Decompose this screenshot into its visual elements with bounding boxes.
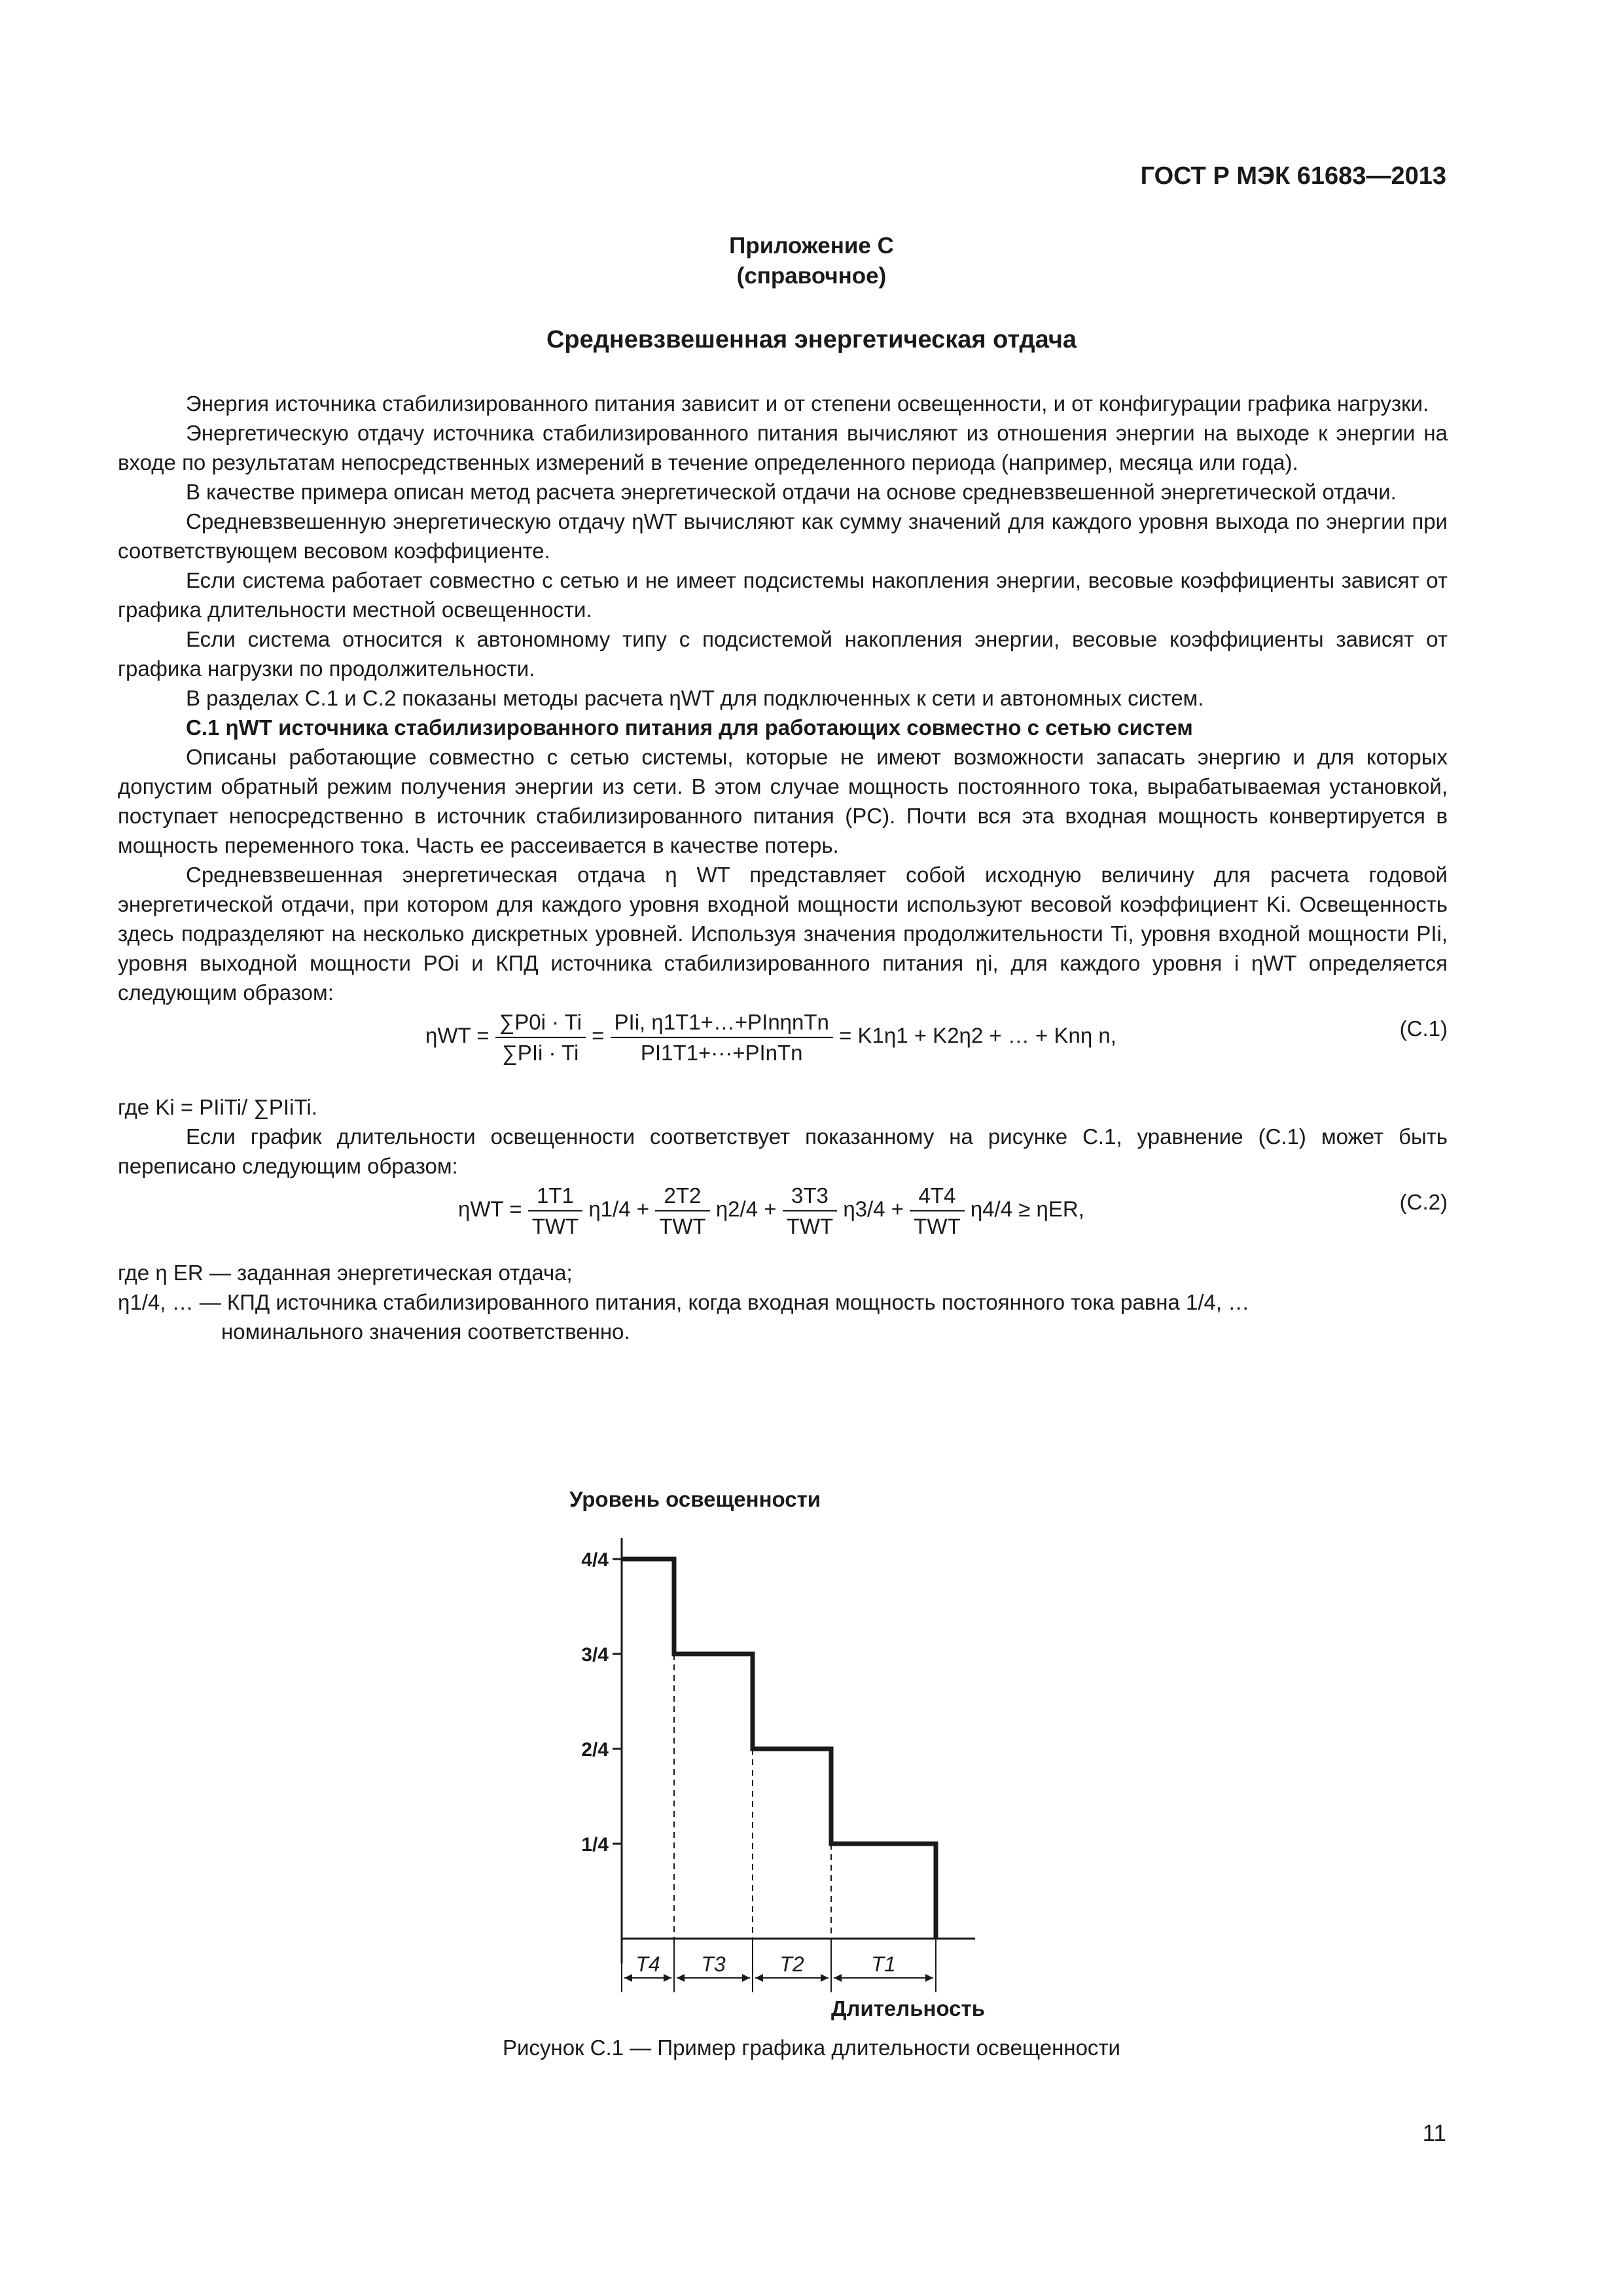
y-tick-label: 3/4	[581, 1644, 609, 1666]
fraction: $\frac{1T1}{\text{TWT}}$	[528, 1181, 582, 1241]
y-axis-label: Уровень освещенности	[569, 1487, 821, 1511]
segment-label: T4	[635, 1952, 660, 1976]
paragraph: Средневзвешенная энергетическая отдача η WT представляет собой исходную величину для расчета годовой энергетической отдачи, при котором для каждого уровня входной мощности используют весовой коэффициент Ki. Освещенность здесь подразделяют на несколько дискретных уровней. Используя значения продолжительности Ti, уровня входной мощности PIi, уровня выходной мощности POi и КПД источника стабилизированного питания ηi, для каждого уровня i ηWT определяется следующим образом:	[118, 863, 1448, 1005]
legend-item-continuation: номинального значения соответственно.	[221, 1319, 630, 1344]
legend-item: где η ER — заданная энергетическая отдача;	[118, 1261, 573, 1285]
segment-label: T2	[779, 1952, 804, 1976]
equation-number: (С.2)	[1399, 1190, 1448, 1214]
paragraph: Энергетическую отдачу источника стабилизированного питания вычисляют из отношения энергии на выходе к энергии на входе по результатам непосредственных измерений в течение определенного периода (например, месяца или года).	[118, 421, 1448, 475]
y-tick-label: 4/4	[581, 1549, 609, 1571]
paragraph: Если система работает совместно с сетью и не имеет подсистемы накопления энергии, весовые коэффициенты зависят от графика длительности местной освещенности.	[118, 568, 1448, 622]
equation-number: (С.1)	[1399, 1016, 1448, 1041]
step-series	[622, 1559, 936, 1939]
arrow-head	[925, 1974, 933, 1982]
arrow-head	[742, 1974, 750, 1982]
paragraph: Энергия источника стабилизированного питания зависит и от степени освещенности, и от конфигурации графика нагрузки.	[186, 391, 1429, 416]
arrow-head	[677, 1974, 685, 1982]
equation-rhs: = K1η1 + K2η2 + … + Knη n,	[839, 1023, 1116, 1048]
equation-lhs: ηWT =	[425, 1023, 490, 1048]
arrow-head	[755, 1974, 763, 1982]
y-ticks	[581, 1549, 622, 1856]
fraction: $\frac{\text{PIi, η1T1+…+PInηnTn}}{\text{PI1T1+···+PInTn}}$	[611, 1007, 833, 1067]
paragraph: В разделах С.1 и С.2 показаны методы расчета ηWT для подключенных к сети и автономных систем.	[186, 686, 1204, 710]
paragraph: Описаны работающие совместно с сетью системы, которые не имеют возможности запасать энергию и для которых допустим обратный режим получения энергии из сети. В этом случае мощность постоянного тока, вырабатываемая установкой, поступает непосредственно в источник стабилизированного питания (PC). Почти вся эта входная мощность конвертируется в мощность переменного тока. Часть ее рассеивается в качестве потерь.	[118, 745, 1448, 857]
y-tick-label: 1/4	[581, 1834, 609, 1856]
paragraph: Если система относится к автономному типу с подсистемой накопления энергии, весовые коэффициенты зависят от графика нагрузки по продолжительности.	[118, 627, 1448, 681]
where-clause: где Ki = PIiTi/ ∑PIiTi.	[118, 1095, 317, 1119]
legend-block	[118, 1258, 1448, 1346]
segment-label: T1	[871, 1952, 896, 1976]
appendix-label: Приложение С	[729, 233, 894, 259]
paragraph: В качестве примера описан метод расчета энергетической отдачи на основе средневзвешенной энергетической отдачи.	[186, 480, 1397, 504]
page-number: 11	[1422, 2121, 1446, 2146]
equation-c1: ηWT = $\frac{\sum P0i \cdot Ti}{\text{∑PIi · Ti}}$ = $\frac{\text{PIi, η1T1+…+PInηnTn}}{\text{PI1T1+···+PInTn}}$ = K1η1 + K2η2 + … + Knη n, (С.1)	[118, 1007, 1448, 1092]
appendix-type: (справочное)	[736, 263, 887, 289]
segment-label: T3	[701, 1952, 726, 1976]
legend-item: η1/4, … — КПД источника стабилизированного питания, когда входная мощность постоянного тока равна 1/4, …	[118, 1290, 1250, 1314]
illuminance-duration-chart	[510, 1479, 1047, 2022]
y-tick-label: 2/4	[581, 1739, 609, 1761]
arrow-head	[664, 1974, 671, 1982]
arrow-head	[834, 1974, 842, 1982]
arrow-head	[624, 1974, 632, 1982]
paragraph: Средневзвешенную энергетическую отдачу ηWT вычисляют как сумму значений для каждого уровня выхода по энергии при соответствующем весовом коэффициенте.	[118, 509, 1448, 563]
appendix-title: Средневзвешенная энергетическая отдача	[546, 326, 1077, 353]
x-axis-label: Длительность	[831, 1996, 985, 2020]
fraction: $\frac{4T4}{\text{TWT}}$	[910, 1181, 964, 1241]
arrow-head	[821, 1974, 829, 1982]
document-header: ГОСТ Р МЭК 61683—2013	[1140, 162, 1446, 190]
document-body	[118, 389, 1448, 1346]
paragraph: Если график длительности освещенности соответствует показанному на рисунке С.1, уравнение (С.1) может быть переписано следующим образом:	[118, 1124, 1448, 1178]
section-heading: С.1 ηWT источника стабилизированного питания для работающих совместно с сетью систем	[186, 715, 1193, 740]
equation-c2: ηWT = $\frac{1T1}{\text{TWT}}$ η1/4 + $\frac{2T2}{\text{TWT}}$ η2/4 + $\frac{3T3}{\text{TWT}}$ η3/4 + $\frac{4T4}{\text{TWT}}$ η4/4 ≥ ηER, (С.2)	[118, 1181, 1448, 1258]
fraction: $\frac{2T2}{\text{TWT}}$	[655, 1181, 709, 1241]
fraction: $\frac{\sum P0i \cdot Ti}{\text{∑PIi · Ti}}$	[495, 1007, 586, 1067]
figure-caption: Рисунок С.1 — Пример графика длительности освещенности	[503, 2036, 1120, 2060]
fraction: $\frac{3T3}{\text{TWT}}$	[783, 1181, 837, 1241]
segment-labels	[622, 1939, 936, 1992]
